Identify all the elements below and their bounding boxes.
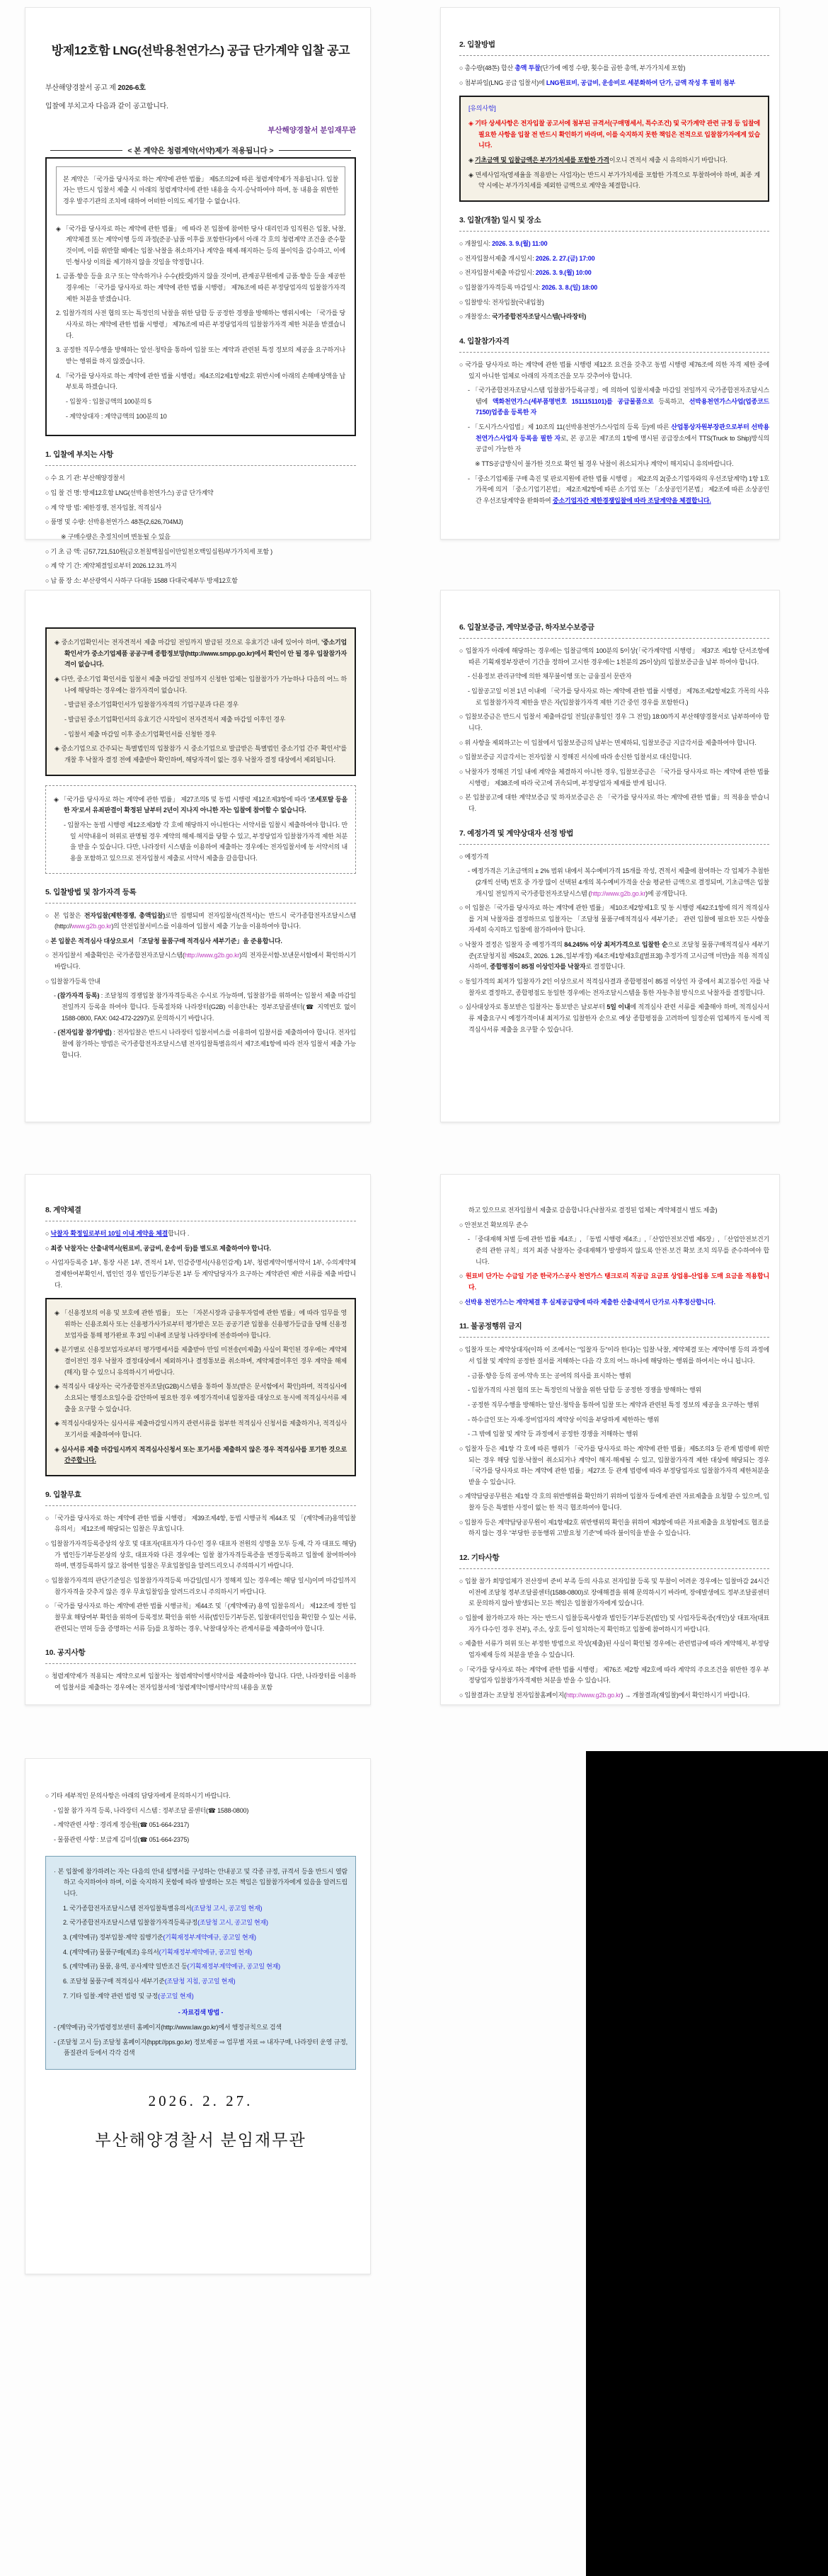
- text-line: - 하수급인 또는 자재·장비업자의 계약상 이익을 부당하게 제한하는 행위: [468, 1415, 660, 1423]
- guide-item: 4. (계약예규) 물품구매(제조) 유의서(기획재정부계약예규, 공고일 현재): [63, 1948, 253, 1956]
- guide-intro: · 본 입찰에 참가하려는 자는 다음의 안내 설명서를 구성하는 안내공고 및 각종 규정, 규격서 등을 반드시 열람하고 숙지하여야 하며, 이를 숙지하지 못함에 따라 발생하는 모든 책임은 입찰참가자에게 있음을 알려드립니다.: [54, 1867, 347, 1897]
- text-line: ○ 입찰참가자격의 판단기준일은 입찰참가자격등록 마감일(일시가 정해져 있는 경우에는 해당 일시)이며 마감일까지 참가자격을 갖추지 않은 경우 무효입찰임을 알려드리오니 주의하시기 바랍니다.: [45, 1577, 356, 1595]
- text-line: - 「국가종합전자조달시스템 입찰참가등록규정」에 의하여 입찰서제출 마감일 전일까지 국가종합전자조달시스템에 액화천연가스(세부품명번호 1511151101)를 공급물품으로 등록하고, 선박용천연가스사업(업종코드 7150)업종을 등록한 자: [468, 387, 769, 416]
- text-line: - 「중대재해 처벌 등에 관한 법률 제4조」, 「동법 시행령 제4조」,「산업안전보건법 제5장」, 「산업안전보건기준의 관한 규칙」의거 최종 낙찰자는 중대재해가 발생하지 않도록 안전·보건 확보 조치 의무를 준수하여야 합니다.: [468, 1236, 769, 1265]
- text-line: ○ 선박용 천연가스는 계약체결 후 실제공급량에 따라 제출한 산출내역서 단가로 사후정산합니다.: [459, 1298, 715, 1306]
- text-line: ○ 입찰 참가 희망업체가 전산장비 준비 부족 등의 사유로 전자입찰 등록 및 투찰이 어려운 경우에는 입찰마감 24시간 이전에 조달청 정부조달콜센터(1588-0800)로 장애해결을 위해 문의하시기 바라며, 장애발생에도 정부조달콜센터로 문의하지 않아 발생되는 모든 책임은 입찰참가자에게 있습니다.: [459, 1578, 769, 1607]
- announcement-date: 2026. 2. 27.: [148, 2092, 253, 2109]
- pledge-body: ◈ 「국가를 당사자로 하는 계약에 관한 법률」 에 따라 본 입찰에 참여한 당사 대리인과 임직원은 입찰, 낙찰, 계약체결 또는 계약이행 등의 과정(준공·납품 이후를 포함한다)에서 아래 각 호의 청렴계약 조건을 준수할 것이며, 이를 위반할 때에는 입찰·낙찰을 취소하거나 계약을 해제·해지하는 등의 불이익을 감수하고, 이에 민·형사상 이의를 제기하지 않을 것임을 약정합니다.: [56, 224, 345, 266]
- doc-page-1: [25, 7, 371, 584]
- pledge-subitem: - 입찰자 : 입찰금액의 100분의 5: [66, 397, 151, 405]
- text-line: - 공정한 직무수행을 방해하는 알선·청탁을 통하여 입찰 또는 계약과 관련된 특정 정보의 제공을 요구하는 행위: [468, 1401, 759, 1408]
- text-line: ○ 본 입찰은 적격심사 대상으로서 「조달청 물품구매 적격심사 세부기준」을 준용합니다.: [45, 937, 282, 945]
- contact-line: - 물품관련 사항 : 보급계 김미성(☎ 051-664-2375): [54, 1835, 190, 1843]
- text-line: ○ 입찰자 또는 계약상대자(이하 이 조에서는 “입찰자 등”이라 한다)는 입찰·낙찰, 계약체결 또는 계약이행 등의 과정에서 입찰 및 계약의 공정한 질서를 저해하는 다음 각 호의 어느 하나에 해당하는 행위를 하여서는 아니 됩니다.: [459, 1346, 769, 1364]
- section-10-title: 10. 공지사항: [45, 1648, 86, 1658]
- pledge-item: 3. 공정한 직무수행을 방해하는 알선·청탁을 통하여 입찰 또는 계약과 관련된 특정 정보의 제공을 요구하거나 받는 행위를 하지 않겠습니다.: [56, 346, 345, 365]
- text-line: ○ 입찰보증금 지급각서는 전자입찰 시 정해진 서식에 따라 송신한 입찰서로 대신합니다.: [459, 753, 691, 761]
- text-line: - 신용정보 관리규약에 의한 채무불이행 또는 금융질서 문란자: [468, 673, 632, 680]
- doc-page-6: [440, 1174, 780, 1705]
- box-subitem: - 발급된 중소기업확인서가 입찰참가자격의 기업구분과 다른 경우: [64, 701, 238, 709]
- notice-intro: 입찰에 부치고자 다음과 같이 공고합니다.: [45, 103, 168, 111]
- box-subitem: - 입찰서 제출 마감일 이후 중소기업확인서를 신청한 경우: [64, 730, 217, 738]
- caution-item: ◈ 면세사업자(영세율을 적용받는 사업자)는 반드시 부가가치세를 포함한 가격으로 투찰하여야 하며, 최종 계약 시에는 부가가치세를 제외한 금액으로 계약을 체결합니다.: [468, 171, 760, 190]
- pledge-subitem: - 계약상대자 : 계약금액의 100분의 10: [66, 412, 167, 420]
- text-line: ○ 원료비 단가는 수급일 기준 한국가스공사 천연가스 탱크로리 직공급 요금표 상업용-산업용 도매 요금을 적용합니다.: [459, 1272, 769, 1291]
- text-line: - 「도시가스사업법」제 10조의 11(선박용천연가스사업의 등록 등)에 따른 산업통상자원부장관으로부터 선박용천연가스사업자 등록을 필한 자로, 본 공고문 제7조의 1항에 명시된 공급장소에서 TTS(Truck to Ship)방식의 공급이 가능한 자: [468, 423, 770, 453]
- issuer-name: 부산해양경찰서 분임재무관: [268, 125, 356, 135]
- guide-item: 5. (계약예규) 물품, 용역, 공사계약 일반조건 등(기획재정부계약예규, 공고일 현재): [63, 1963, 280, 1971]
- search-method-line: - (조달청 고시 등) 조달청 홈페이지(hppt://pps.go.kr) 정보제공 ⇨ 업무별 자료 ⇨ 내자구매, 나라장터 운영 규정, 품질관리 등에서 각각 검색: [54, 2038, 347, 2057]
- notice-number: 부산해양경찰서 공고 제 2026-6호: [45, 84, 146, 92]
- signature-authority: 부산해양경찰서 분임재무관: [95, 2131, 306, 2149]
- section-1-title: 1. 입찰에 부치는 사항: [45, 450, 114, 460]
- schedule-line: ○ 개찰장소: 국가종합전자조달시스템(나라장터): [459, 313, 587, 321]
- section-9-title: 9. 입찰무효: [45, 1490, 81, 1499]
- guide-item: 6. 조달청 물품구매 적격심사 세부기준(조달청 지침, 공고일 현재): [63, 1977, 236, 1985]
- box-subitem: - 발급된 중소기업확인서의 유효기간 시작일이 전자견적서 제출 마감일 이후인 경우: [64, 715, 286, 723]
- pledge-item: 2. 입찰가격의 사전 협의 또는 특정인의 낙찰을 위한 담합 등 공정한 경쟁을 방해하는 행위시에는 「국가를 당사자로 하는 계약에 관한 법률 시행령」 제76조에 따른 부정당업자의 입찰참가자격 제한 처분을 받겠습니다.: [56, 309, 345, 339]
- text-line: ○ 청렴계약제가 적용되는 계약으로써 입찰자는 청렴계약이행서약서를 제출하여야 합니다. 다만, 나라장터를 이용하여 입찰서를 제출하는 경우에는 전자입찰서에 '청렴계약이행서약서'의 내용을 포함: [45, 1672, 356, 1692]
- text-line: ○ 입찰자 등은 제1항 각 호에 따른 행위가 「국가를 당사자로 하는 계약에 관한 법률」제5조의3 등 관계 법령에 위반되는 경우 해당 입찰·낙찰이 취소되거나 계약이 해지·해제될 수 있고, 입찰참가자격 제한 대상에 해당되는 경우 「국가를 당사자로 하는 계약에 관한 법률」제27조 등 관계 법령에 따라 부정당업자로 입찰참가자격 제한처분을 받을 수 있습니다.: [459, 1444, 769, 1486]
- tax-evasion-box: [45, 785, 356, 874]
- text-line: - 그 밖에 입찰 및 계약 등 과정에서 공정한 경쟁을 저해하는 행위: [468, 1430, 638, 1438]
- section-divider: [459, 55, 769, 56]
- section-3-title: 3. 입찰(개찰) 일시 및 장소: [459, 215, 541, 224]
- text-line: - 입찰공고일 이전 1년 이내에 「국가를 당사자로 하는 계약에 관한 법률 시행령」 제76조제2항제2호 가목의 사유로 입찰참가자격 제한을 받은 자(입찰참가자격 제한 기간 중인 경우를 포함한다.): [468, 687, 769, 706]
- text-line: - 금품·향응 등의 공여·약속 또는 공여의 의사를 표시하는 행위: [468, 1372, 631, 1379]
- caution-item: ◈ 기초금액 및 입찰금액은 부가가치세를 포함한 가격이오니 견적서 제출 시 유의하시기 바랍니다.: [468, 156, 728, 164]
- section-divider: [459, 638, 769, 639]
- pledge-terms: 본 계약은 「국가를 당사자로 하는 계약에 관한 법률」 제5조의2에 따른 청렴계약제가 적용됩니다. 입찰자는 반드시 입찰서 제출 시 아래의 청렴계약서에 관한 내용을 숙지·승낙하여야 하며, 동 내용을 위반한 경우 발주기관의 조치에 대하여 어떠한 이의도 제기할 수 없습니다.: [63, 175, 338, 205]
- box-item: ◈ 분기별로 신용정보업자로부터 평가명세서를 제출받아 만일 미전송(미제출) 사실이 확인된 경우에는 계약체결이전인 경우 낙찰자 결정대상에서 제외하거나 결정통보를 취소하며, 계약체결이후인 경우 계약을 해제(해지) 할 수 있으니 유의하시기 바랍니다.: [54, 1346, 347, 1376]
- text-line: ○ 계약담당공무원은 제1항 각 호의 위반행위를 확인하기 위하여 입찰자 등에게 관련 자료제출을 요청할 수 있으며, 입찰자 등은 특별한 사정이 없는 한 적극 협조하여야 합니다.: [459, 1493, 769, 1512]
- search-method-title: - 자료검색 방법 -: [178, 2009, 224, 2017]
- pledge-box: [45, 157, 356, 436]
- pledge-box-header: < 본 계약은 청렴계약(서약)제가 적용됩니다 >: [45, 145, 356, 156]
- text-line: ○ 입찰참가자격등록증상의 상호 및 대표자(대표자가 다수인 경우 대표자 전원의 성명을 모두 등재, 각 자 대표도 해당)가 법인등기부등본상의 상호, 대표자와 다른 경우에는 입찰 참가자격등록증을 변경등록하고 입찰에 참여하여야 하며, 변경등록하지 않고 참여한 입찰은 무효입찰임을 알려드리오니 주의하시기 바랍니다.: [45, 1540, 356, 1570]
- text-line: ○ 본 입찰공고에 대한 계약보증금 및 하자보증금은 은 「국가를 당사자로 하는 계약에 관한 법률」의 적용을 받습니다.: [459, 794, 769, 812]
- schedule-line: ○ 전자입찰서제출 마감일시: 2026. 3. 9.(월) 10:00: [459, 269, 592, 277]
- schedule-line: ○ 입찰방식: 전자입찰(국내입찰): [459, 298, 544, 306]
- text-line: ○ 낙찰자 결정은 입찰자 중 예정가격의 84.245% 이상 최저가격으로 입찰한 순으로 조달청 물품구매적격심사 세부기준(조달청지침 제524호, 2026. 1.26.,일부개정) 제4조제1항제3호([별표3]) 추정가격 고시금액 미만)을 적용 적격심사하여, 종합평점이 85점 이상인자를 낙찰자로 결정합니다.: [459, 941, 770, 971]
- bid-item: ○ 기 초 금 액: 금57,721,510원(금오천칠백칠십이만일천오백일십원/부가가치세 포함 ): [45, 547, 272, 555]
- doc-page-5: [25, 1174, 371, 1705]
- text-line: ○ 동일가격의 최저가 입찰자가 2인 이상으로서 적격심사결과 종합평점이 85점 이상인 자 중에서 최고점수인 자를 낙찰자로 결정하고, 종합평점도 동일한 경우에는 전자조달시스템을 통한 자동추첨 방식으로 낙찰자를 결정합니다.: [459, 978, 769, 996]
- doc-page-2: [440, 7, 780, 540]
- text-line: ○「국가를 당사자로 하는 계약에 관한 법률 시행령」 제76조 제2항 제2호에 따라 계약의 주요조건을 위반한 경우 부정당업자 입찰참가자격제한 처분을 받을 수 있습니다.: [459, 1665, 769, 1685]
- doc-title: 방제12호함 LNG(선박용천연가스) 공급 단가계약 입찰 공고: [51, 44, 350, 57]
- text-line: ※ TTS공급방식이 불가한 것으로 확인 될 경우 낙찰이 취소되거나 계약이 해지되니 유의바랍니다.: [475, 460, 734, 468]
- text-line: - 예정가격은 기초금액의 ± 2% 범위 내에서 복수예비가격 15개를 작성, 견적서 제출에 참여하는 각 업체가 추첨한(2개씩 선택) 번호 중 가장 많이 선택된 4개의 복수예비가격을 산술 평균한 금액으로 결정되며, 기초금액은 입찰개시일 전일까지 국가종합전자조달시스템 (http://www.g2b.go.kr)에 공개합니다.: [468, 867, 769, 897]
- contact-line: - 입찰 참가 자격 등록, 나라장터 시스템 : 정부조달 콜센터(☎ 1588-0800): [54, 1806, 249, 1814]
- guide-item: 2. 국가종합전자조달시스템 입찰참가자격등록규정(조달청 고시, 공고일 현재): [63, 1919, 268, 1927]
- text-line: ○ 첨부파일(LNG 공급 입찰서)에 LNG원료비, 공급비, 운송비로 세분화하여 단가, 금액 작성 후 필히 첨부: [459, 79, 735, 86]
- text-line: ○ 「국가를 당사자로 하는 계약에 관한 법률 시행규칙」제44조 및「(계약예규) 용역 입찰유의서」 제12조에 정한 입찰무효 해당여부 확인을 위하여 등록정보 확인을 위한 서류(법인등기부등본, 입찰대리인임을 확인할 수 있는 서류, 관련되는 면허 등을 증명하는 서류 등)를 요청하는 경우, 낙찰대상자는 관계서류를 제출하여야 합니다.: [45, 1602, 356, 1632]
- bid-item: ○ 납 품 장 소: 부산광역시 사하구 다대동 1588 다대국제부두 방제12호함: [45, 576, 238, 584]
- pledge-item: 1. 금품·향응 등을 요구 또는 약속하거나 수수(授受)하지 않을 것이며, 관계공무원에게 금품·향응 등을 제공한 경우에는 「국가를 당사자로 하는 계약에 관한 법률 시행령」 제76조에 따른 부정당업자의 입찰참가자격 제한 처분을 받겠습니다.: [56, 273, 345, 302]
- credit-rating-box: [45, 1298, 356, 1476]
- text-line: ○ 이 입찰은「국가를 당사자로 하는 계약에 관한 법률」 제10조제2항제1호 및 동 시행령 제42조1항에 의거 적격심사를 거쳐 낙찰자를 결정하므로 입찰자는 「조달청 물품구매적격심사 세부기준」 관련 입찰에 필요한 모든 사항을 자세히 숙지하고 입찰에 참가하여야 합니다.: [459, 904, 769, 934]
- doc-page-7: [25, 1758, 371, 2274]
- text-line: ○ 입찰결과는 조달청 전자입찰홈페이지(http://www.g2b.go.kr) → 개찰결과(재입찰)에서 확인하시기 바랍니다.: [459, 1692, 749, 1699]
- box-item: ◈ 적격심사 대상자는 국가종합전자조달(G2B)시스템을 통하여 통보(받은 문서함에서 확인)하며, 적격심사에 소요되는 행정소요일수를 감안하여 필요한 경우 예정가격이내 입찰자를 대상으로 동시에 적격심사서류 제출을 요구할 수 있습니다.: [54, 1383, 347, 1413]
- section-divider: [45, 465, 356, 466]
- guide-item: 7. 기타 입찰·계약 관련 법령 및 규정(공고일 현재): [63, 1992, 194, 2000]
- section-divider: [459, 1337, 769, 1338]
- box-item: ◈ 「신용정보의 이용 및 보호에 관한 법률」 또는 「자본시장과 금융투자업에 관한 법률」에 따라 업무를 영위하는 신용조회사 또는 신용평가사가로부터 평가받은 모든 공공기관 입찰용 신용평가등급을 당해 신용정보업자를 통해 평가완료 후 3일 이내에 조달청 나라장터에 전송하여야 합니다.: [54, 1309, 347, 1339]
- bid-item: ○ 계 약 기 간: 계약체결일로부터 2026.12.31.까지: [45, 562, 177, 570]
- section-4-title: 4. 입찰참가자격: [459, 336, 510, 346]
- doc-page-4: [440, 590, 780, 1122]
- text-line: - 「중소기업제품 구매 촉진 및 판로지원에 관한 법률 시행령 」 제2조의 2(중소기업자와의 우선조달계약) 1항 1호 가목에 의거 「중소기업기본법」 제2조제2항에 따른 소기업 또는 「소상공인기본법」 제2조에 따른 소상공인간 우선조달계약을 완화하여 중소기업자간 제한경쟁입찰에 따라 조달계약을 체결합니다.: [468, 474, 769, 505]
- text-line: ○ 「국가를 당사자로 하는 계약에 관한 법률 시행령」 제39조제4항, 동법 시행규칙 제44조 및 「(계약예규)용역입찰유의서」 제12조에 해당되는 입찰은 무효입니다.: [45, 1514, 356, 1533]
- reference-guide-box: [45, 1856, 356, 2070]
- text-line: ○ 낙찰자 확정일로부터 10일 이내 계약을 체결합니다 .: [45, 1230, 190, 1237]
- text-line: ○ 전자입찰서 제출확인은 국가종합전자조달시스템(http://www.g2b.go.kr)의 전자문서함-보낸문서함에서 확인하시기 바랍니다.: [45, 952, 357, 971]
- bid-item-note: ※ 구매수량은 추정치이며 변동될 수 있음: [61, 532, 171, 540]
- bid-item: ○ 수 요 기 관: 부산해양경찰서: [45, 474, 125, 482]
- caution-label: [유의사항]: [468, 105, 496, 113]
- search-method-line: - (계약예규) 국가법령정보센터 홈페이지(http://www.law.go.kr)에서 행정규칙으로 검색: [54, 2023, 282, 2031]
- text-line: ○ 입찰자가 아래에 해당하는 경우에는 입찰금액의 100분의 5이상(「국가계약법 시행령」 제37조 제1항 단서조항에 따른 기획재정부장관이 기간을 정하여 고시한 경우에는 1천분의 25이상)의 입찰보증금을 납부 하여야 합니다.: [459, 647, 769, 666]
- section-5-title: 5. 입찰방법 및 참가자격 등록: [45, 887, 137, 896]
- text-line: ○ 입찰에 참가하고자 하는 자는 반드시 입찰등록사항과 법인등기부등본(법인) 및 사업자등록증(개인)상 대표자(대표자가 다수인 경우 전부), 주소, 상호 등이 일치하는지 확인하고 입찰에 참여하시기 바랍니다.: [459, 1614, 769, 1633]
- section-6-title: 6. 입찰보증금, 계약보증금, 하자보수보증금: [459, 623, 594, 632]
- text-line: ○ 입찰참가등록 안내: [45, 977, 100, 985]
- section-divider: [45, 1505, 356, 1506]
- section-divider: [45, 1663, 356, 1664]
- schedule-line: ○ 개찰일시: 2026. 3. 9.(월) 11:00: [459, 239, 548, 247]
- text-line: ○ 제출한 서류가 허위 또는 부정한 방법으로 작성(제출)된 사실이 확인될 경우에는 관련법규에 따라 계약해지, 부정당업자제재 등의 처분을 받을 수 있습니다.: [459, 1640, 769, 1659]
- contact-line: - 계약관련 사항 : 경리계 정승원(☎ 051-664-2317): [54, 1821, 190, 1829]
- box-item: ◈ 심사서류 제출 마감일시까지 적격심사신청서 또는 포기서를 제출하지 않은 경우 적격심사를 포기한 것으로 간주합니다.: [54, 1445, 347, 1464]
- section-divider: [459, 231, 769, 232]
- section-11-title: 11. 불공정행위 금지: [459, 1322, 522, 1331]
- box-item: ◈ 중소기업확인서는 전자견적서 제출 마감일 전일까지 발급된 것으로 유효기간 내에 있어야 하며, '중소기업 확인서'가 중소기업제품 공공구매 종합정보망(http://www.smpp.go.kr)에서 확인이 안 될 경우 입찰참가자격이 없습니다.: [54, 639, 347, 668]
- box-item: ◈ 중소기업으로 간주되는 특별법인의 입찰참가 시 중소기업으로 발급받은 특별법인 중소기업 간주 확인서”를 개찰 후 낙찰자 결정 전에 제출받아 확인하며, 해당자격이 없는 경우 낙찰자 결정 대상에서 제외됩니다.: [54, 745, 347, 763]
- text-line: ○ 예정가격: [459, 853, 489, 860]
- text-line: - 입찰가격의 사전 협의 또는 특정인의 낙찰을 위한 담합 등 공정한 경쟁을 방해하는 행위: [468, 1386, 701, 1394]
- schedule-line: ○ 입찰참가자격등록 마감일시: 2026. 3. 8.(일) 18:00: [459, 283, 598, 291]
- section-2-title: 2. 입찰방법: [459, 40, 495, 49]
- caution-item: ◈ 기타 상세사항은 전자입찰 공고서에 첨부된 규격서(구매명세서, 특수조건) 및 국가계약 관련 규정 등 입찰에 필요한 사항을 입찰 전 반드시 확인하기 바라며, 이를 숙지하지 못한 책임은 전적으로 입찰참가자에게 있습니다.: [468, 119, 760, 149]
- section-divider: [459, 352, 769, 353]
- text-line: ○ 국가를 당사자로 하는 계약에 관한 법률 시행령 제12조 요건을 갖추고 동법 시행령 제76조에 의한 자격 제한 중에 있지 아니한 업체로 아래의 자격조건을 모두 갖추어야 합니다.: [459, 360, 769, 380]
- bid-item: ○ 입 찰 건 명: 방제12호함 LNG(선박용천연가스) 공급 단가계약: [45, 489, 214, 496]
- text-line: ○ 위 사항을 제외하고는 이 입찰에서 입찰보증금의 납부는 면제하되, 입찰보증금 지급각서를 제출하여야 합니다.: [459, 739, 757, 746]
- text-line: 하고 있으므로 전자입찰서 제출로 갈음합니다.(낙찰자로 결정된 업체는 계약체결시 별도 제출): [468, 1207, 718, 1214]
- text-line: ○ 낙찰자가 정해진 기일 내에 계약을 체결하지 아니한 경우, 입찰보증금은 「국가를 당사자로 하는 계약에 관한 법률 시행령」 제38조에 따라 국고에 귀속되며, 부정당업자 제재를 받게 됩니다.: [459, 768, 769, 787]
- bid-item: ○ 계 약 방 법: 제한경쟁, 전자입찰, 적격심사: [45, 503, 162, 511]
- text-line: ○ 총수량(48톤) 합산 총액 투찰(단가에 예정 수량, 횟수를 곱한 총액, 부가가치세 포함): [459, 64, 686, 72]
- text-line: - (참가자격 등록) : 조달청의 경쟁입찰 참가자격등록은 수시로 가능하며, 입찰참가를 위하여는 입찰서 제출 마감일 전일까지 등록을 하여야 합니다. 등록절차와 나라장터(G2B) 이용안내는 정부조달콜센터(☎ 지역번호 없이 1588-0800, FAX: 042-472-2297)로 문의하시기 바랍니다.: [54, 992, 357, 1022]
- bid-item: ○ 품명 및 수량: 선박용천연가스 48톤(2,626,704MJ): [45, 518, 183, 526]
- text-line: ○ 안전보건 확보의무 준수: [459, 1221, 529, 1229]
- box-item: ◈ 적격심사대상자는 심사서류 제출마감일시까지 관련서류를 첨부한 적격심사 신청서를 제출하거나, 적격심사 포기서를 제출하여야 합니다.: [54, 1420, 347, 1438]
- section-12-title: 12. 기타사항: [459, 1554, 500, 1563]
- redacted-black-area: [586, 1751, 828, 2576]
- guide-item: 1. 국가종합전자조달시스템 전자입찰특별유의서(조달청 고시, 공고일 현재): [63, 1904, 263, 1912]
- section-8-title: 8. 계약체결: [45, 1206, 81, 1214]
- text-line: ○ 최종 낙찰자는 산출내역서(원료비, 공급비, 운송비 등)를 별도로 제출하여야 합니다.: [45, 1244, 271, 1252]
- section-7-title: 7. 예정가격 및 계약상대자 선정 방법: [459, 828, 574, 838]
- section-divider: [45, 903, 356, 904]
- text-line: - (전자입찰 참가방법) : 전자입찰은 반드시 나라장터 입찰서비스를 이용하여 입찰서를 제출하여야 합니다. 전자입찰에 참가하는 방법은 국가종합전자조달시스템 전자입찰특별유의서 제7조제1항에 따라 전자 입찰서 제출 가능합니다.: [54, 1029, 356, 1059]
- sme-certificate-box: [45, 627, 356, 776]
- schedule-line: ○ 전자입찰서제출 개시일시: 2026. 2. 27.(금) 17:00: [459, 254, 595, 262]
- box-item: ◈ 다만, 중소기업 확인서를 입찰서 제출 마감일 전일까지 신청한 업체는 입찰참가가 가능하나 다음의 어느 하나에 해당하는 경우에는 참가자격이 없습니다.: [54, 675, 347, 694]
- text-line: ○ 입찰보증금은 반드시 입찰서 제출마감일 전일(공휴일인 경우 그 전일) 18:00까지 부산해양경찰서로 납부하여야 합니다.: [459, 713, 769, 731]
- caution-box: [459, 96, 769, 202]
- box-item: ◈ 「국가를 당사자로 하는 계약에 관한 법률」 제27조의5 및 동법 시행령 제12조제3항에 따라 '조세포탈 등을 한 자'로서 유죄판결이 확정된 날부터 2년이 지나지 아니한 자는 입찰에 참여할 수 없습니다.: [54, 795, 347, 814]
- pledge-item: 4. 『국가를 당사자로 하는 계약에 관한 법률 시행령』제4조의2제1항제2호 위반시에 아래의 손해배상액을 납부토록 하겠습니다.: [56, 372, 345, 391]
- guide-item: 3. (계약예규) 정부입찰·계약 집행기준(기획재정부계약예규, 공고일 현재): [63, 1933, 256, 1941]
- text-line: ○ 사업자등록증 1부, 통장 사본 1부, 견적서 1부, 인감증명서(사용인감계) 1부, 청렴계약이행서약서 1부, 수의계약체결제한여부확인서, 법인인 경우 법인등기부등본 1부 등 계약담당자가 요구하는 계약관련 제반 서류를 제출 바랍니다.: [45, 1259, 356, 1289]
- section-divider: [459, 844, 769, 845]
- box-subitem: - 입찰자는 동법 시행령 제12조제3항 각 호에 해당하지 아니한다는 서약서를 입찰시 제출하여야 합니다. 만일 서약내용이 허위로 판명될 경우 계약의 해제·해지를 당할 수 있고, 부정당업자 입찰참가자격 제한 처분을 받을 수 있습니다. 다만, 나라장터 시스템을 이용하여 제출하는 경우에는 전자입찰서에 동 서약서의 내용을 포함하고 있으므로 전자입찰서 제출로 서약서 제출을 갈음합니다.: [64, 821, 347, 862]
- contact-intro: ○ 기타 세부적인 문의사항은 아래의 담당자에게 문의하시기 바랍니다.: [45, 1792, 231, 1799]
- doc-page-3: [25, 590, 371, 1122]
- text-line: ○ 입찰자 등은 계약담당공무원이 제1항제2호 위반행위의 확인을 위하여 제3항에 따른 자료제출을 요청함에도 협조를 하지 않는 경우 “부당한 공동행위 고발요청 기준”에 따라 불이익을 받을 수 있습니다.: [459, 1518, 769, 1537]
- text-line: ○ 본 입찰은 전자입찰(제한경쟁, 총액입찰)로만 집행되며 전자입찰서(견적서)는 반드시 국가종합전자조달시스템(http://www.g2b.go.kr)의 안전입찰서비스를 이용하여 입찰서 제출 기능을 이용하여야 합니다.: [45, 911, 357, 930]
- section-divider: [459, 1568, 769, 1569]
- text-line: ○ 심사대상자로 통보받은 입찰자는 통보받은 날로부터 5일 이내에 적격심사 관련 서류를 제출해야 하며, 적격심사서류 제출요구시 예정가격이내 최저가로 입찰한자 순으로 예상 종합평점을 고려하여 일정순위 업체까지 동시에 적격심사서류 제출을 요구할 수 있습니다.: [459, 1003, 769, 1033]
